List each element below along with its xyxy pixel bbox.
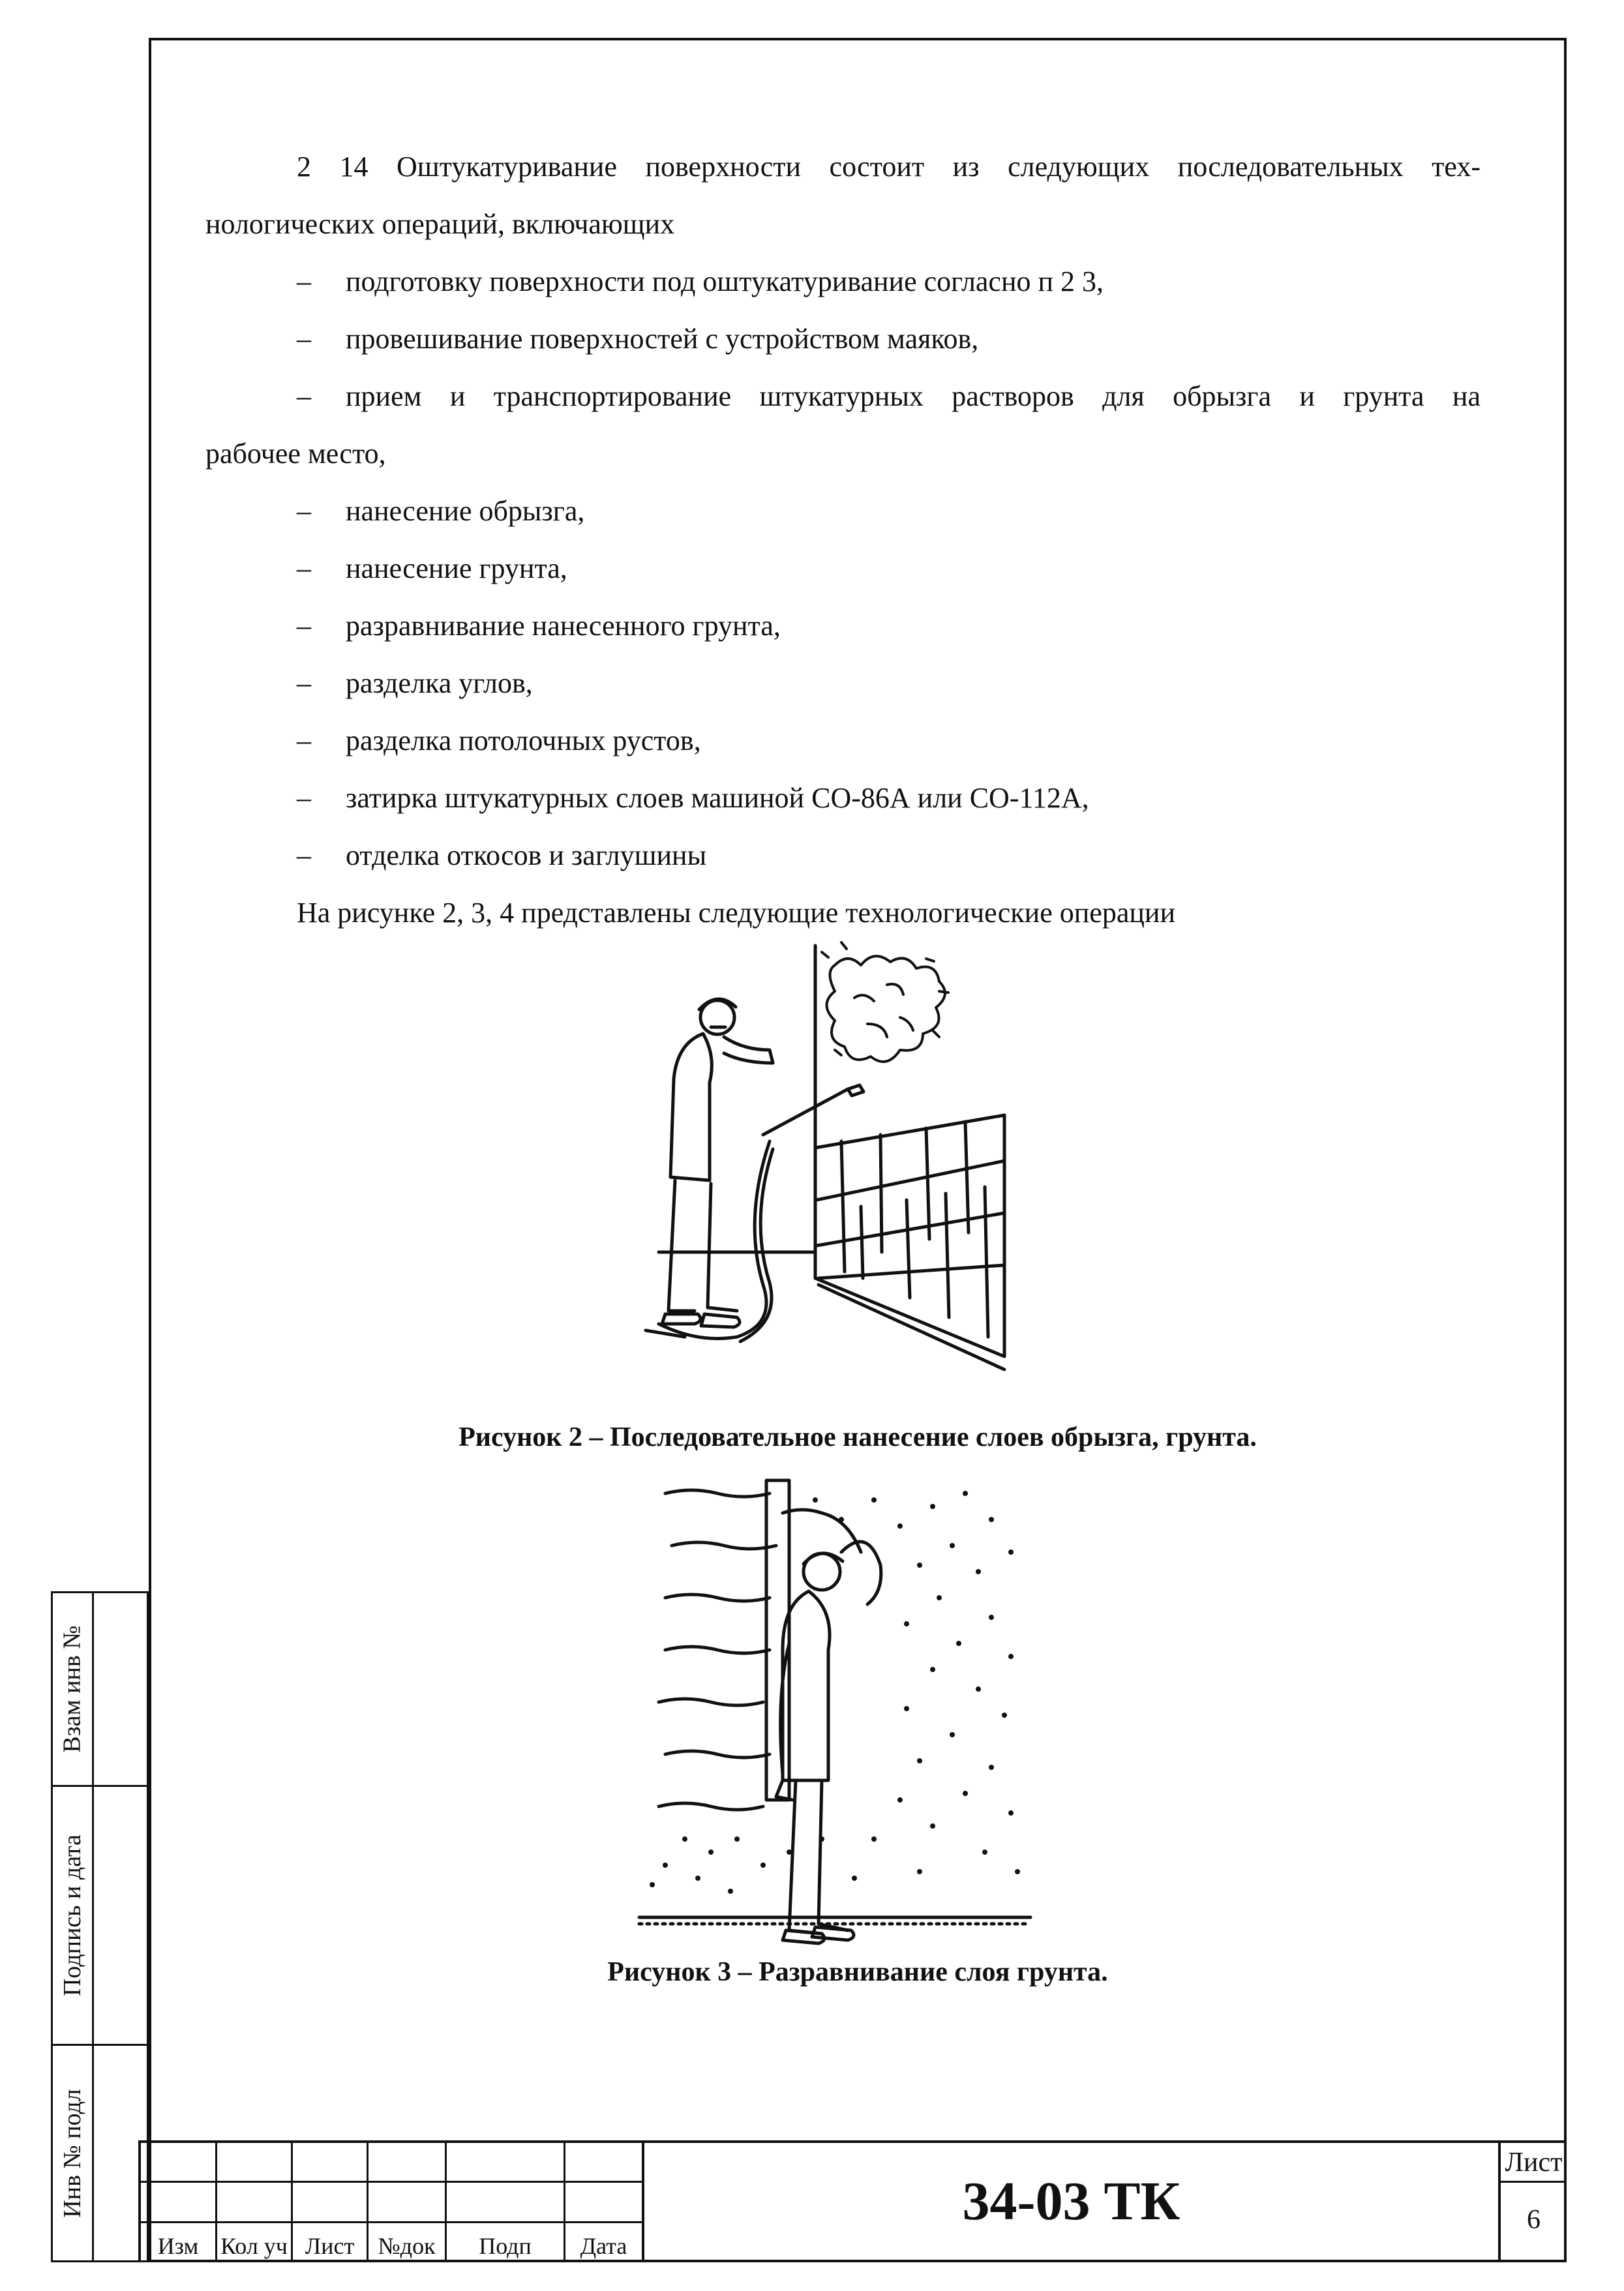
list-item-continuation: рабочее место, bbox=[205, 438, 386, 470]
figure-3-illustration bbox=[626, 1474, 1044, 1969]
list-item: – прием и транспортирование штукатурных растворов для обрызга и грунта на bbox=[297, 368, 1481, 425]
podp-label: Подп bbox=[479, 2233, 532, 2259]
n-dok-label: №док bbox=[378, 2233, 436, 2259]
sheet-label: Лист bbox=[1505, 2148, 1563, 2178]
bullet-dash: – bbox=[297, 839, 311, 871]
list-item: – нанесение обрызга, bbox=[297, 483, 584, 540]
bullet-dash: – bbox=[297, 380, 311, 412]
izm-label: Изм bbox=[157, 2233, 199, 2259]
inv-podl-cell bbox=[51, 2044, 149, 2262]
document-code: 34-03 ТК bbox=[962, 2171, 1180, 2232]
inv-podl-label: Инв № подл bbox=[59, 2088, 87, 2218]
vzam-inv-cell bbox=[51, 1591, 149, 1787]
figure-2-caption: Рисунок 2 – Последовательное нанесение слоев обрызга, грунта. bbox=[459, 1422, 1257, 1452]
sheet-number: 6 bbox=[1527, 2205, 1541, 2235]
margin-strip bbox=[51, 1591, 149, 2262]
bullet-dash: – bbox=[297, 610, 311, 642]
bullet-dash: – bbox=[297, 265, 311, 297]
podpis-data-cell bbox=[51, 1785, 149, 2046]
list-item: – затирка штукатурных слоев машиной СО-86А или СО-112А, bbox=[297, 770, 1089, 827]
list-item: – нанесение грунта, bbox=[297, 540, 567, 597]
vzam-inv-label: Взам инв № bbox=[59, 1625, 87, 1753]
podpis-data-label: Подпись и дата bbox=[59, 1834, 87, 1997]
list-item: – отделка откосов и заглушины bbox=[297, 827, 706, 884]
bullet-dash: – bbox=[297, 552, 311, 584]
figure-3-caption: Рисунок 3 – Разравнивание слоя грунта. bbox=[607, 1957, 1108, 1987]
plaster-texture-dots bbox=[650, 1491, 1020, 1894]
list-item: – подготовку поверхности под оштукатуривание согласно п 2 3, bbox=[297, 253, 1104, 310]
paragraph-line-2: нологических операций, включающих bbox=[205, 208, 675, 240]
bullet-dash: – bbox=[297, 725, 311, 756]
list-item: – разравнивание нанесенного грунта, bbox=[297, 597, 781, 655]
kol-uch-label: Кол уч bbox=[220, 2233, 288, 2259]
paragraph-line-1: 2 14 Оштукатуривание поверхности состоит из следующих последовательных тех- bbox=[297, 151, 1481, 183]
bullet-dash: – bbox=[297, 323, 311, 355]
title-block bbox=[138, 2140, 1567, 2262]
list-label: Лист bbox=[305, 2233, 355, 2259]
data-label: Дата bbox=[580, 2233, 627, 2259]
list-item: – провешивание поверхностей с устройством маяков, bbox=[297, 310, 978, 368]
list-item: – разделка потолочных рустов, bbox=[297, 712, 701, 770]
figure-2-illustration bbox=[639, 939, 1044, 1409]
bullet-dash: – bbox=[297, 782, 311, 814]
list-item: – разделка углов, bbox=[297, 655, 533, 712]
bullet-dash: – bbox=[297, 667, 311, 699]
bullet-dash: – bbox=[297, 495, 311, 527]
figures-intro: На рисунке 2, 3, 4 представлены следующие технологические операции bbox=[297, 897, 1175, 929]
